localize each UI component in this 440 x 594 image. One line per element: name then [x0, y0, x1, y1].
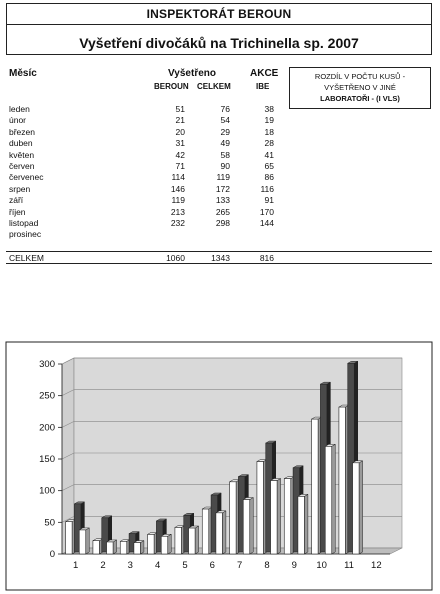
row-month: září [9, 195, 24, 206]
y-tick-label: 100 [39, 485, 55, 497]
bar [120, 541, 127, 554]
row-beroun: 42 [175, 149, 185, 160]
row-ibe: 170 [259, 206, 274, 217]
row-celkem: 172 [215, 183, 230, 194]
data-table [0, 104, 300, 241]
x-tick-label: 5 [182, 560, 188, 571]
bar-side [250, 498, 254, 554]
x-tick-label: 10 [316, 560, 327, 571]
bar-side [359, 461, 363, 554]
bar [189, 528, 196, 554]
row-beroun: 31 [175, 138, 185, 149]
row-ibe: 41 [264, 149, 274, 160]
header-box [6, 3, 432, 55]
bar [312, 419, 319, 554]
row-beroun: 146 [170, 183, 185, 194]
row-celkem: 76 [220, 104, 230, 114]
row-celkem: 133 [215, 195, 230, 206]
row-ibe: 38 [264, 104, 274, 114]
row-month: říjen [9, 206, 26, 217]
row-beroun: 232 [170, 217, 185, 228]
x-tick-label: 12 [371, 560, 382, 571]
total-beroun: 1060 [166, 253, 185, 263]
bar [66, 522, 73, 554]
row-celkem: 298 [215, 217, 230, 228]
row-beroun: 20 [175, 126, 185, 137]
row-celkem: 119 [216, 172, 230, 183]
x-tick-label: 11 [344, 560, 354, 571]
bar-side [140, 541, 144, 554]
row-beroun: 71 [175, 160, 185, 171]
row-celkem: 265 [215, 206, 230, 217]
row-month: červen [9, 160, 35, 171]
y-tick-label: 150 [39, 454, 55, 465]
x-tick-label: 4 [155, 560, 161, 571]
row-beroun: 21 [175, 115, 185, 126]
page-subtitle: Vyšetření divočáků na Trichinella sp. 2007 [79, 35, 359, 51]
row-celkem: 29 [220, 126, 230, 137]
row-ibe: 18 [264, 126, 274, 137]
bar-side [195, 526, 199, 554]
bar [134, 543, 141, 554]
row-month: květen [9, 149, 35, 160]
table-row [0, 218, 300, 229]
y-tick-label: 50 [44, 517, 55, 529]
row-month: leden [9, 104, 30, 114]
note-line: ROZDÍL V POČTU KUSŮ - [314, 72, 406, 81]
table-row [0, 229, 300, 240]
bar [257, 462, 264, 554]
table-row [0, 115, 300, 126]
bar [175, 527, 182, 554]
bar [298, 496, 305, 554]
row-month: červenec [9, 172, 44, 183]
x-tick-label: 1 [73, 560, 79, 571]
table-row [0, 127, 300, 138]
x-tick-label: 7 [237, 560, 243, 571]
total-ibe: 816 [259, 253, 274, 263]
note-box [289, 67, 431, 109]
total-bottom-rule [6, 263, 432, 264]
x-tick-label: 8 [264, 560, 270, 571]
row-beroun: 114 [171, 172, 185, 183]
row-month: březen [9, 126, 35, 137]
row-beroun: 51 [175, 104, 185, 114]
y-tick-label: 250 [39, 390, 55, 402]
column-ibe: IBE [256, 82, 270, 91]
bar-side [86, 528, 90, 554]
bar [284, 479, 291, 554]
y-tick-label: 300 [39, 359, 55, 370]
row-month: srpen [9, 183, 31, 194]
total-row [0, 253, 300, 263]
row-ibe: 19 [264, 115, 274, 126]
column-celkem: CELKEM [197, 82, 231, 91]
total-label: CELKEM [9, 253, 44, 263]
bar [243, 500, 250, 554]
total-celkem: 1343 [211, 253, 230, 263]
row-ibe: 144 [259, 217, 274, 228]
row-celkem: 90 [220, 160, 230, 171]
bar-side [168, 534, 172, 554]
bar-chart [0, 340, 440, 594]
bar [353, 463, 360, 554]
x-tick-label: 3 [127, 560, 133, 571]
table-row [0, 104, 300, 115]
total-top-rule [6, 251, 432, 252]
bar [148, 534, 155, 554]
y-tick-label: 200 [39, 422, 55, 434]
table-row [0, 138, 300, 149]
header-divider [7, 24, 431, 25]
row-ibe: 91 [264, 195, 274, 206]
y-tick-label: 0 [49, 549, 55, 560]
x-tick-label: 2 [100, 560, 106, 571]
row-ibe: 28 [264, 138, 274, 149]
row-ibe: 116 [260, 183, 274, 194]
table-row [0, 150, 300, 161]
bar [107, 542, 114, 554]
bar [202, 509, 209, 554]
row-celkem: 58 [220, 149, 230, 160]
bar [339, 407, 346, 554]
column-month: Měsíc [9, 68, 37, 79]
bar-side [304, 494, 308, 554]
bar [79, 530, 86, 554]
x-tick-label: 6 [209, 560, 215, 571]
table-row [0, 161, 300, 172]
row-beroun: 213 [170, 206, 185, 217]
table-row [0, 184, 300, 195]
row-ibe: 65 [264, 160, 274, 171]
row-month: duben [9, 138, 33, 149]
column-beroun: BEROUN [154, 82, 189, 91]
bar [271, 481, 278, 554]
note-line: VYŠETŘENO V JINÉ [324, 83, 396, 92]
bar [216, 513, 223, 554]
bar [93, 541, 100, 554]
bar-side [222, 511, 226, 554]
bar [325, 446, 332, 554]
page-title: INSPEKTORÁT BEROUN [146, 7, 292, 21]
row-month: listopad [9, 217, 39, 228]
note-line: LABORATOŘI - (I VLS) [320, 94, 400, 103]
table-row [0, 195, 300, 206]
table-row [0, 172, 300, 183]
bar-side [277, 479, 281, 554]
bar-side [113, 540, 117, 554]
row-celkem: 54 [220, 115, 230, 126]
column-examined: Vyšetřeno [168, 68, 216, 79]
x-tick-label: 9 [291, 560, 297, 571]
bar-side [332, 444, 336, 554]
row-celkem: 49 [220, 138, 230, 149]
row-ibe: 86 [264, 172, 274, 183]
row-beroun: 119 [171, 195, 185, 206]
bar [230, 482, 237, 554]
row-month: prosinec [9, 229, 42, 240]
row-month: únor [9, 115, 27, 126]
table-row [0, 207, 300, 218]
bar [161, 536, 168, 554]
column-akce: AKCE [250, 68, 279, 79]
